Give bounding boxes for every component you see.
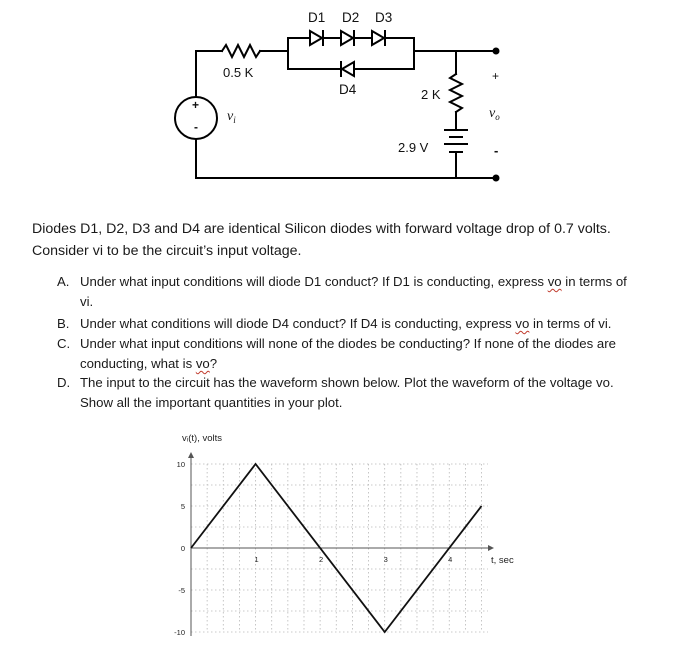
y-axis-arrow: [188, 452, 194, 458]
vi-label: $v_i$: [227, 109, 236, 125]
vo-plus-sign: +: [492, 69, 500, 83]
x-tick-label: 1: [254, 555, 259, 564]
y-tick-label: 10: [176, 460, 185, 469]
question-text: The input to the circuit has the waveform shown below. Plot the waveform of the voltage vo. Show all the important quantities in your plot.: [80, 375, 614, 410]
d2-label: D2: [342, 10, 360, 25]
chart-axes: [188, 452, 494, 636]
question-text: Under what input conditions will none of the diodes be conducting? If none of the diodes are conducting, what is vo?: [80, 336, 616, 371]
x-tick-label: 2: [319, 555, 324, 564]
vo-minus-sign: -: [494, 143, 499, 158]
y-axis-title: vᵢ(t), volts: [182, 433, 223, 444]
question-text: Under what conditions will diode D4 conduct? If D4 is conducting, express vo in terms of vi.: [80, 316, 612, 331]
r2-label: 2 K: [421, 87, 441, 102]
vo-label: $v_o$: [489, 106, 500, 122]
intro-line-2: Consider vi to be the circuit’s input voltage.: [32, 243, 302, 259]
question-letter: B.: [57, 316, 70, 331]
x-tick-label: 4: [448, 555, 453, 564]
x-axis-title: t, sec: [491, 555, 514, 566]
question-letter: C.: [57, 336, 71, 351]
y-tick-label: -10: [174, 628, 185, 637]
y-tick-label: -5: [178, 586, 185, 595]
x-axis-arrow: [488, 545, 494, 551]
battery-label: 2.9 V: [398, 140, 429, 155]
d3-label: D3: [375, 10, 393, 25]
intro-line-1: Diodes D1, D2, D3 and D4 are identical Silicon diodes with forward voltage drop of 0.7 volts.: [32, 221, 611, 237]
d1-label: D1: [308, 10, 326, 25]
y-tick-label: 5: [180, 502, 185, 511]
x-tick-label: 3: [383, 555, 388, 564]
question-letter: A.: [57, 274, 70, 289]
question-text: Under what input conditions will diode D1 conduct? If D1 is conducting, express vo in terms of vi.: [80, 274, 627, 309]
question-letter: D.: [57, 375, 71, 390]
y-tick-label: 0: [180, 544, 185, 553]
d4-label: D4: [339, 82, 357, 97]
source-minus: -: [194, 120, 198, 134]
source-plus: +: [192, 98, 200, 112]
r1-label: 0.5 K: [223, 65, 254, 80]
